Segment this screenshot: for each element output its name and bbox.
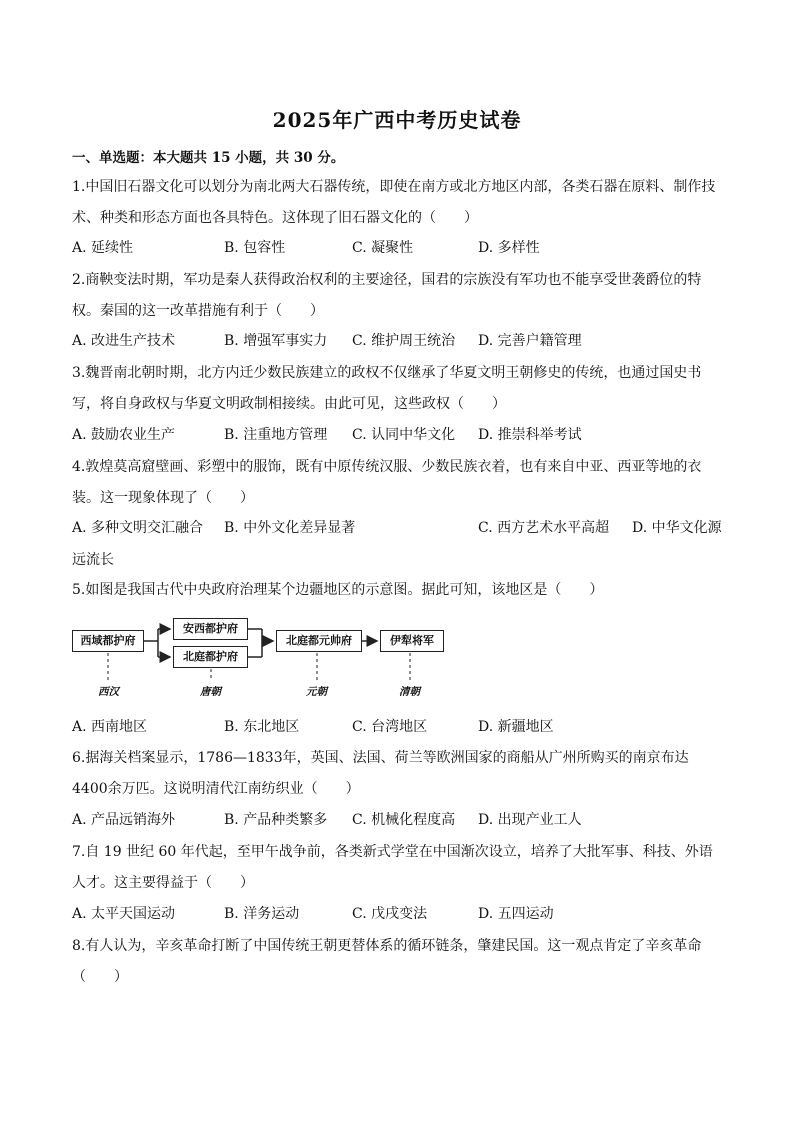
option-a[interactable]: A. 多种文明交汇融合 xyxy=(72,520,204,536)
option-d[interactable]: D. 中华文化源 xyxy=(632,520,722,536)
frontier-governance-diagram xyxy=(72,617,452,701)
option-c[interactable]: C. 认同中华文化 xyxy=(352,427,456,443)
option-c[interactable]: C. 凝聚性 xyxy=(352,240,414,256)
question-5-options xyxy=(72,716,732,740)
option-d[interactable]: D. 多样性 xyxy=(478,240,540,256)
box-yili-general: 伊犁将军 xyxy=(380,630,444,652)
option-c[interactable]: C. 西方艺术水平高超 xyxy=(478,520,610,536)
option-d[interactable]: D. 出现产业工人 xyxy=(478,812,582,828)
option-b[interactable]: B. 包容性 xyxy=(224,240,286,256)
box-xiyu-protectorate: 西域都护府 xyxy=(72,630,144,652)
question-7-options xyxy=(72,903,732,927)
option-b[interactable]: B. 东北地区 xyxy=(224,719,300,735)
option-b[interactable]: B. 注重地方管理 xyxy=(224,427,328,443)
option-c[interactable]: C. 维护周王统治 xyxy=(352,333,456,349)
label-tang: 唐朝 xyxy=(200,686,221,698)
box-beiting-protectorate: 北庭都护府 xyxy=(173,646,248,668)
option-d[interactable]: D. 五四运动 xyxy=(478,906,554,922)
question-1-stem: 1.中国旧石器文化可以划分为南北两大石器传统，即使在南方或北方地区内部，各类石器在原料、制作技术、种类和形态方面也各具特色。这体现了旧石器文化的（ ） xyxy=(72,179,716,226)
option-a[interactable]: A. 西南地区 xyxy=(72,719,148,735)
question-7-stem: 7.自 19 世纪 60 年代起，至甲午战争前，各类新式学堂在中国渐次设立，培养了大批军事、科技、外语人才。这主要得益于（ ） xyxy=(72,844,713,891)
option-b[interactable]: B. 中外文化差异显著 xyxy=(224,520,356,536)
question-1-options xyxy=(72,237,732,261)
question-6-stem: 6.据海关档案显示，1786—1833年，英国、法国、荷兰等欧洲国家的商船从广州所购买的南京布达 4400余万匹。这说明清代江南纺织业（ ） xyxy=(72,750,689,797)
question-8-stem: 8.有人认为，辛亥革命打断了中国传统王朝更替体系的循环链条，肇建民国。这一观点肯定了辛亥革命（ ） xyxy=(72,938,702,985)
label-yuan: 元朝 xyxy=(306,686,327,698)
option-c[interactable]: C. 戊戌变法 xyxy=(352,906,428,922)
option-b[interactable]: B. 增强军事实力 xyxy=(224,333,328,349)
option-a[interactable]: A. 改进生产技术 xyxy=(72,333,176,349)
question-4-options xyxy=(72,517,732,541)
option-d[interactable]: D. 新疆地区 xyxy=(478,719,554,735)
question-2-options xyxy=(72,330,732,354)
question-3-stem: 3.魏晋南北朝时期，北方内迁少数民族建立的政权不仅继承了华夏文明王朝修史的传统，也通过国史书写，将自身政权与华夏文明政制相接续。由此可见，这些政权（ ） xyxy=(72,365,702,412)
question-4-stem: 4.敦煌莫高窟壁画、彩塑中的服饰，既有中原传统汉服、少数民族衣着，也有来自中亚、西亚等地的衣装。这一现象体现了（ ） xyxy=(72,459,702,506)
option-d-continued: 远流长 xyxy=(72,552,114,568)
exam-title: 2025年广西中考历史试卷 xyxy=(272,108,522,132)
option-c[interactable]: C. 机械化程度高 xyxy=(352,812,456,828)
section-header: 一、单选题：本大题共 15 小题，共 30 分。 xyxy=(72,150,345,166)
box-anxi-protectorate: 安西都护府 xyxy=(173,618,248,640)
question-5-stem: 5.如图是我国古代中央政府治理某个边疆地区的示意图。据此可知，该地区是（ ） xyxy=(72,582,604,598)
option-d[interactable]: D. 推崇科举考试 xyxy=(478,427,582,443)
question-2-stem: 2.商鞅变法时期，军功是秦人获得政治权利的主要途径，国君的宗族没有军功也不能享受世袭爵位的特权。秦国的这一改革措施有利于（ ） xyxy=(72,272,702,319)
option-b[interactable]: B. 洋务运动 xyxy=(224,906,300,922)
question-3-options xyxy=(72,424,732,448)
question-6-options xyxy=(72,809,732,833)
option-a[interactable]: A. 鼓励农业生产 xyxy=(72,427,176,443)
label-xihan: 西汉 xyxy=(98,686,119,698)
box-beiting-marshal: 北庭都元帅府 xyxy=(276,630,362,652)
label-qing: 清朝 xyxy=(399,686,420,698)
option-a[interactable]: A. 产品远销海外 xyxy=(72,812,176,828)
option-a[interactable]: A. 太平天国运动 xyxy=(72,906,176,922)
option-d[interactable]: D. 完善户籍管理 xyxy=(478,333,582,349)
option-b[interactable]: B. 产品种类繁多 xyxy=(224,812,328,828)
option-a[interactable]: A. 延续性 xyxy=(72,240,134,256)
option-c[interactable]: C. 台湾地区 xyxy=(352,719,428,735)
